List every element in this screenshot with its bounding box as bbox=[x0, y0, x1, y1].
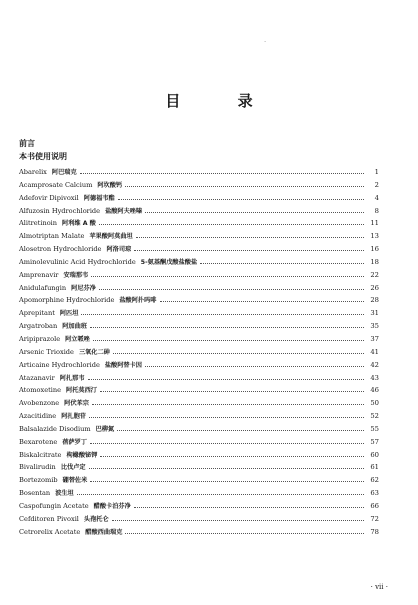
page-number: · vii · bbox=[370, 583, 388, 591]
toc-entry-english-name: Cefditoren Pivoxil bbox=[19, 514, 79, 523]
toc-entry-english-name: Bexarotene bbox=[19, 437, 58, 446]
dot-leader bbox=[160, 292, 365, 302]
toc-entry-english-name: Alitretinoin bbox=[19, 219, 58, 228]
toc-entry-english-name: Alfuzosin Hydrochloride bbox=[19, 206, 101, 215]
toc-entry-chinese-name: 阿利维 A 酸 bbox=[62, 220, 96, 228]
toc-entry-page-number: 41 bbox=[370, 347, 379, 356]
toc-entry-chinese-name: 比伐卢定 bbox=[60, 464, 86, 472]
toc-entry[interactable] bbox=[19, 241, 379, 254]
toc-entry-page-number: 50 bbox=[370, 399, 379, 408]
toc-entry-page-number: 1 bbox=[374, 168, 379, 176]
toc-entry-page-number: 18 bbox=[370, 257, 379, 266]
toc-entry-page-number: 66 bbox=[370, 501, 379, 510]
toc-entry-page-number: 11 bbox=[370, 219, 379, 228]
toc-entry-chinese-name: 阿立哌唑 bbox=[65, 335, 90, 343]
toc-entry-english-name: Abarelix bbox=[19, 168, 47, 176]
toc-entry[interactable] bbox=[19, 524, 379, 537]
toc-entry[interactable] bbox=[19, 190, 379, 203]
table-of-contents bbox=[19, 164, 379, 536]
toc-entry-english-name: Bosentan bbox=[19, 489, 51, 498]
toc-entry[interactable] bbox=[19, 511, 379, 524]
toc-entry-page-number: 57 bbox=[370, 437, 379, 446]
toc-entry-english-name: Argatroban bbox=[19, 322, 58, 331]
dot-leader bbox=[90, 472, 364, 482]
toc-entry-english-name: Arsenic Trioxide bbox=[19, 347, 74, 356]
toc-entry-page-number: 16 bbox=[370, 245, 379, 254]
toc-entry-chinese-name: 盐酸阿替卡因 bbox=[104, 361, 142, 369]
toc-entry[interactable] bbox=[19, 357, 379, 370]
toc-entry[interactable] bbox=[19, 292, 379, 305]
dot-leader bbox=[136, 228, 364, 238]
toc-entry-page-number: 63 bbox=[370, 489, 379, 498]
toc-entry-chinese-name: 阿扎那韦 bbox=[59, 374, 85, 382]
toc-entry-chinese-name: 阿洛司琼 bbox=[106, 246, 132, 254]
dot-leader bbox=[90, 318, 364, 328]
dot-leader bbox=[99, 215, 364, 225]
toc-entry[interactable] bbox=[19, 203, 379, 216]
toc-entry-english-name: Anidulafungin bbox=[19, 283, 67, 292]
toc-entry-english-name: Apomorphine Hydrochloride bbox=[19, 296, 115, 305]
toc-entry-chinese-name: 安瑞那韦 bbox=[63, 271, 89, 279]
toc-entry-page-number: 13 bbox=[370, 232, 379, 241]
toc-entry-chinese-name: 硼替佐米 bbox=[62, 477, 88, 485]
toc-entry-page-number: 61 bbox=[370, 463, 379, 472]
dot-leader bbox=[91, 267, 364, 277]
dot-leader bbox=[99, 280, 364, 290]
toc-entry[interactable] bbox=[19, 164, 379, 177]
toc-entry-page-number: 4 bbox=[374, 193, 379, 202]
toc-entry-chinese-name: 巴柳氮 bbox=[95, 425, 115, 433]
toc-entry-english-name: Atomoxetine bbox=[19, 386, 62, 395]
toc-entry-english-name: Atazanavir bbox=[19, 373, 55, 382]
page-title: 目 录 bbox=[165, 92, 279, 110]
dot-leader bbox=[80, 164, 364, 174]
toc-entry-english-name: Aprepitant bbox=[19, 309, 55, 318]
toc-entry-chinese-name: 阿尼芬净 bbox=[71, 284, 96, 292]
dot-leader bbox=[113, 344, 364, 354]
toc-entry-page-number: 31 bbox=[370, 309, 379, 318]
dot-leader bbox=[125, 177, 364, 187]
dot-leader bbox=[90, 434, 364, 444]
toc-entry-english-name: Almotriptan Malate bbox=[19, 232, 85, 241]
toc-entry-english-name: Amprenavir bbox=[19, 270, 59, 279]
toc-entry-page-number: 42 bbox=[370, 360, 379, 369]
dot-leader bbox=[125, 524, 364, 534]
toc-entry-english-name: Alosetron Hydrochloride bbox=[19, 245, 102, 254]
dot-leader bbox=[92, 395, 364, 405]
dot-leader bbox=[89, 459, 364, 469]
toc-entry-chinese-name: 枸橼酸铋钾 bbox=[66, 451, 98, 459]
toc-entry-page-number: 78 bbox=[370, 527, 379, 536]
dot-leader bbox=[145, 357, 364, 367]
toc-entry-chinese-name: 三氧化二砷 bbox=[78, 348, 110, 356]
toc-entry-page-number: 2 bbox=[374, 180, 379, 189]
dot-leader bbox=[81, 305, 364, 315]
dot-leader bbox=[134, 498, 364, 508]
toc-entry-english-name: Bortezomib bbox=[19, 476, 58, 485]
toc-entry-english-name: Azacitidine bbox=[19, 412, 57, 421]
toc-entry-english-name: Aminolevulinic Acid Hydrochloride bbox=[19, 257, 136, 266]
toc-entry-chinese-name: 波生坦 bbox=[55, 490, 74, 498]
toc-entry-chinese-name: 5-氨基酮戊酸盐酸盐 bbox=[140, 258, 198, 266]
toc-entry-chinese-name: 醋酸卡泊芬净 bbox=[93, 502, 131, 510]
toc-entry-page-number: 46 bbox=[370, 386, 379, 395]
toc-entry-chinese-name: 阿坎酸钙 bbox=[97, 181, 123, 189]
toc-entry-chinese-name: 盐酸阿扑吗啡 bbox=[119, 297, 157, 305]
toc-entry-english-name: Aripiprazole bbox=[19, 334, 61, 343]
toc-entry-chinese-name: 阿扎胞苷 bbox=[61, 413, 86, 421]
dot-leader bbox=[200, 254, 364, 264]
toc-entry-english-name: Adefovir Dipivoxil bbox=[19, 193, 79, 202]
toc-entry-english-name: Articaine Hydrochloride bbox=[19, 360, 100, 369]
toc-entry-page-number: 43 bbox=[370, 373, 379, 382]
toc-entry-english-name: Acamprosate Calcium bbox=[19, 180, 93, 189]
toc-entry-english-name: Caspofungin Acetate bbox=[19, 501, 89, 510]
toc-entry-chinese-name: 阿匹坦 bbox=[59, 310, 79, 318]
toc-entry-english-name: Biskalcitrate bbox=[19, 450, 62, 459]
toc-entry-chinese-name: 阿加曲班 bbox=[62, 323, 87, 331]
dot-leader bbox=[118, 190, 364, 200]
dot-leader bbox=[145, 203, 364, 213]
dot-leader bbox=[100, 382, 364, 392]
toc-entry-chinese-name: 阿伏苯宗 bbox=[64, 400, 89, 408]
toc-entry-chinese-name: 苹果酸阿莫曲坦 bbox=[89, 233, 133, 241]
toc-entry[interactable] bbox=[19, 177, 379, 190]
toc-entry-chinese-name: 醋酸西曲瑞克 bbox=[85, 528, 123, 536]
toc-entry-chinese-name: 蓓萨罗丁 bbox=[62, 438, 87, 446]
toc-entry-chinese-name: 阿托莫西汀 bbox=[66, 387, 97, 395]
dot-leader bbox=[77, 485, 364, 495]
toc-entry-page-number: 72 bbox=[370, 514, 379, 523]
toc-entry-english-name: Avobenzone bbox=[19, 399, 60, 408]
corner-mark: · bbox=[264, 39, 266, 46]
toc-entry[interactable] bbox=[19, 498, 379, 511]
toc-entry-chinese-name: 阿巴瑞克 bbox=[51, 169, 77, 176]
toc-entry-page-number: 60 bbox=[370, 450, 379, 459]
dot-leader bbox=[134, 241, 364, 251]
dot-leader bbox=[100, 447, 364, 457]
toc-entry-page-number: 55 bbox=[370, 424, 379, 433]
toc-entry-page-number: 35 bbox=[370, 322, 379, 331]
toc-entry[interactable] bbox=[19, 421, 379, 434]
toc-entry-page-number: 62 bbox=[370, 476, 379, 485]
toc-entry-page-number: 8 bbox=[374, 206, 379, 215]
toc-entry-english-name: Balsalazide Disodium bbox=[19, 424, 91, 433]
toc-entry[interactable] bbox=[19, 228, 379, 241]
dot-leader bbox=[93, 331, 364, 341]
toc-entry-chinese-name: 头孢托仑 bbox=[83, 515, 109, 523]
toc-entry-page-number: 52 bbox=[370, 412, 379, 421]
toc-entry-english-name: Bivalirudin bbox=[19, 463, 56, 472]
toc-entry-chinese-name: 阿德福韦酯 bbox=[83, 194, 115, 202]
toc-entry-page-number: 26 bbox=[370, 283, 379, 292]
dot-leader bbox=[112, 511, 364, 521]
section-heading-preface: 前言 bbox=[19, 139, 35, 148]
toc-entry-page-number: 37 bbox=[370, 334, 379, 343]
dot-leader bbox=[88, 370, 364, 380]
dot-leader bbox=[117, 421, 364, 431]
dot-leader bbox=[89, 408, 364, 418]
toc-entry-english-name: Cetrorelix Acetate bbox=[19, 527, 81, 536]
toc-entry-chinese-name: 盐酸阿夫唑嗪 bbox=[105, 207, 143, 215]
toc-entry-page-number: 22 bbox=[370, 270, 379, 279]
toc-entry[interactable] bbox=[19, 344, 379, 357]
toc-entry[interactable] bbox=[19, 254, 379, 267]
toc-entry-page-number: 28 bbox=[370, 296, 379, 305]
section-heading-usage: 本书使用说明 bbox=[19, 152, 67, 161]
